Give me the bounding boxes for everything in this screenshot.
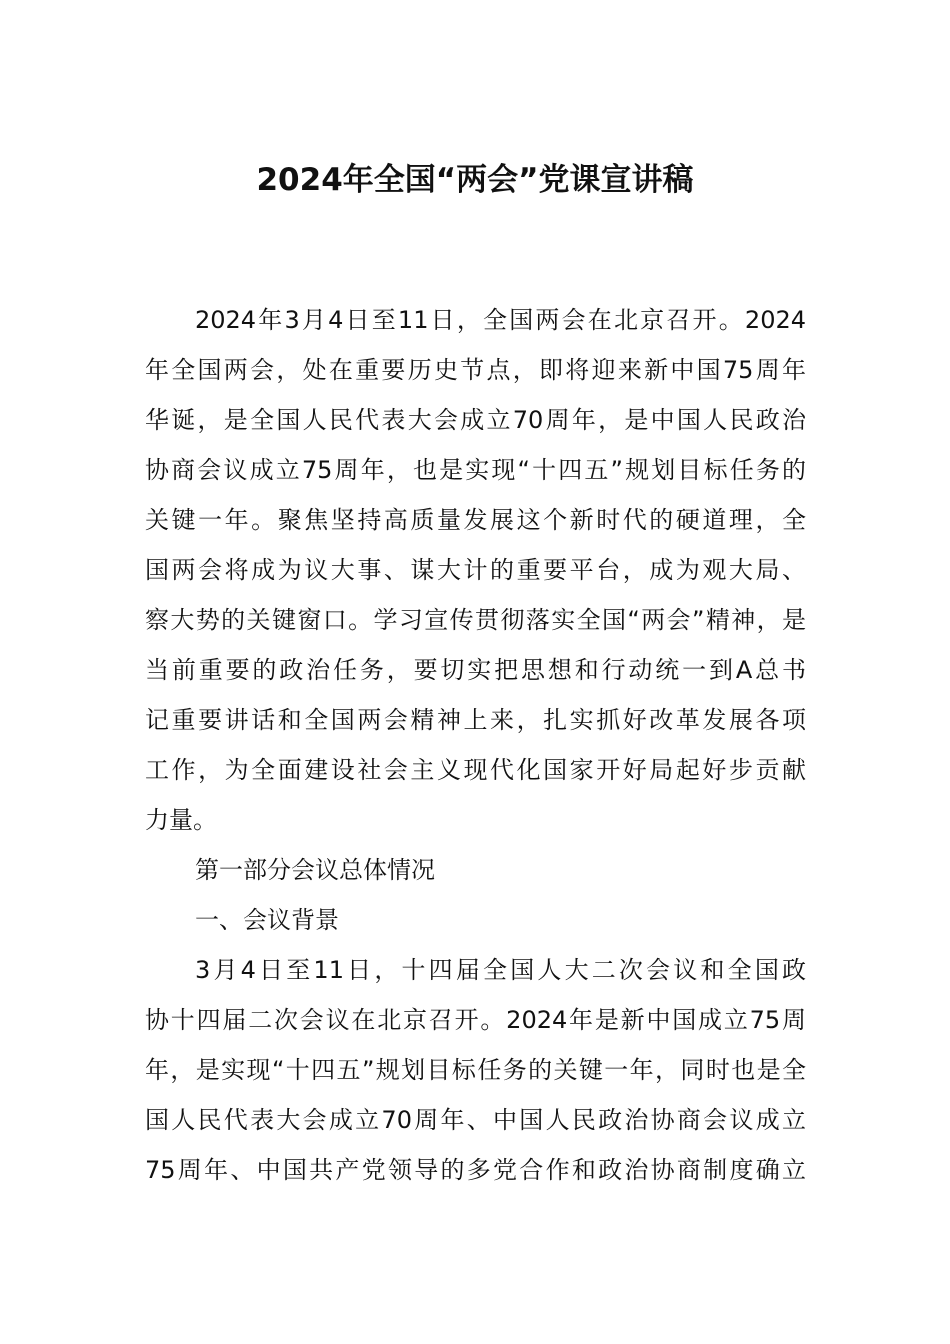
document-title: 2024年全国“两会”党课宣讲稿 bbox=[256, 162, 694, 198]
text-line: 年全国两会，处在重要历史节点，即将迎来新中国75周年 bbox=[145, 356, 806, 384]
section-heading: 第一部分会议总体情况 bbox=[195, 856, 435, 884]
text-line: 工作，为全面建设社会主义现代化国家开好局起好步贡献 bbox=[145, 756, 806, 784]
paragraph-background bbox=[145, 945, 806, 1195]
text-line: 国人民代表大会成立70周年、中国人民政治协商会议成立 bbox=[145, 1106, 806, 1134]
text-line: 年，是实现“十四五”规划目标任务的关键一年，同时也是全 bbox=[145, 1056, 806, 1084]
text-line: 记重要讲话和全国两会精神上来，扎实抓好改革发展各项 bbox=[145, 706, 806, 734]
text-line: 察大势的关键窗口。学习宣传贯彻落实全国“两会”精神，是 bbox=[145, 606, 806, 634]
text-line: 关键一年。聚焦坚持高质量发展这个新时代的硬道理，全 bbox=[145, 506, 806, 534]
text-line: 2024年3月4日至11日，全国两会在北京召开。2024 bbox=[195, 306, 806, 334]
subsection-heading: 一、会议背景 bbox=[195, 906, 339, 934]
text-line: 力量。 bbox=[145, 806, 217, 834]
text-line: 华诞，是全国人民代表大会成立70周年，是中国人民政治 bbox=[145, 406, 806, 434]
text-line: 协商会议成立75周年，也是实现“十四五”规划目标任务的 bbox=[145, 456, 806, 484]
paragraph-intro bbox=[145, 295, 806, 845]
text-line: 协十四届二次会议在北京召开。2024年是新中国成立75周 bbox=[145, 1006, 806, 1034]
text-line: 当前重要的政治任务，要切实把思想和行动统一到A总书 bbox=[145, 656, 806, 684]
document-body bbox=[145, 295, 806, 1195]
text-line: 3月4日至11日，十四届全国人大二次会议和全国政 bbox=[195, 956, 806, 984]
text-line: 国两会将成为议大事、谋大计的重要平台，成为观大局、 bbox=[145, 556, 806, 584]
text-line: 75周年、中国共产党领导的多党合作和政治协商制度确立 bbox=[145, 1156, 806, 1184]
